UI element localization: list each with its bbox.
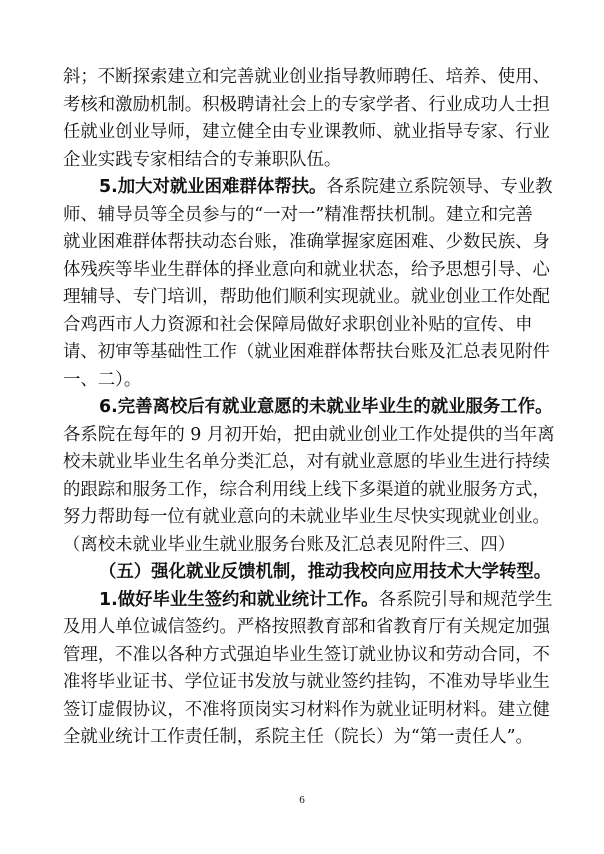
body-line: 请、初审等基础性工作（就业困难群体帮扶台账及汇总表见附件 <box>63 342 550 362</box>
body-line: 准将毕业证书、学位证书发放与就业签约挂钩，不准劝导毕业生 <box>63 672 550 692</box>
section-6-line <box>99 397 553 417</box>
section-5-heading: 5.加大对就业困难群体帮扶。 <box>99 177 327 197</box>
body-line: 任就业创业导师，建立健全由专业课教师、就业指导专家、行业 <box>63 122 550 142</box>
body-line: 全就业统计工作责任制，系院主任（院长）为“第一责任人”。 <box>63 727 533 747</box>
subsection-1-heading: 1.做好毕业生签约和就业统计工作。 <box>99 589 379 610</box>
section-6-heading: 6.完善离校后有就业意愿的未就业毕业生的就业服务工作。 <box>99 397 553 417</box>
body-line: 体残疾等毕业生群体的择业意向和就业状态，给予思想引导、心 <box>63 259 550 280</box>
subsection-1-line: 1.做好毕业生签约和就业统计工作。各系院引导和规范学生 <box>99 589 553 610</box>
body-line: 斜；不断探索建立和完善就业创业指导教师聘任、培养、使用、 <box>63 67 550 87</box>
body-line: 师、辅导员等全员参与的“一对一”精准帮扶机制。建立和完善 <box>63 204 533 225</box>
body-line: 合鸡西市人力资源和社会保障局做好求职创业补贴的宣传、申 <box>63 314 533 335</box>
body-line: 管理，不准以各种方式强迫毕业生签订就业协议和劳动合同，不 <box>63 644 550 665</box>
section-5-line: 5.加大对就业困难群体帮扶。各系院建立系院领导、专业教 <box>99 177 553 197</box>
body-line: 理辅导、专门培训，帮助他们顺利实现就业。就业创业工作处配 <box>63 287 550 307</box>
body-line: 各系院在每年的 9 月初开始，把由就业创业工作处提供的当年离 <box>63 424 555 445</box>
body-line: 努力帮助每一位有就业意向的未就业毕业生尽快实现就业创业。 <box>63 507 550 527</box>
section-five-line <box>99 562 552 582</box>
body-line: 及用人单位诚信签约。严格按照教育部和省教育厅有关规定加强 <box>63 617 550 637</box>
body-line: 校未就业毕业生名单分类汇总，对有就业意愿的毕业生进行持续 <box>63 452 550 472</box>
body-line: 企业实践专家相结合的专兼职队伍。 <box>63 149 342 170</box>
body-line: （离校未就业毕业生就业服务台账及汇总表见附件三、四） <box>63 534 516 555</box>
page-number: 6 <box>299 794 305 806</box>
body-line: 签订虚假协议，不准将顶岗实习材料作为就业证明材料。建立健 <box>63 699 550 720</box>
body-line: 就业困难群体帮扶动态台账，准确掌握家庭困难、少数民族、身 <box>63 232 550 252</box>
body-line: 一、二）。 <box>63 369 142 390</box>
body-line: 考核和激励机制。积极聘请社会上的专家学者、行业成功人士担 <box>63 94 550 115</box>
body-line: 的跟踪和服务工作，综合利用线上线下多渠道的就业服务方式， <box>63 479 550 500</box>
section-five-heading: （五）强化就业反馈机制，推动我校向应用技术大学转型。 <box>99 562 552 582</box>
